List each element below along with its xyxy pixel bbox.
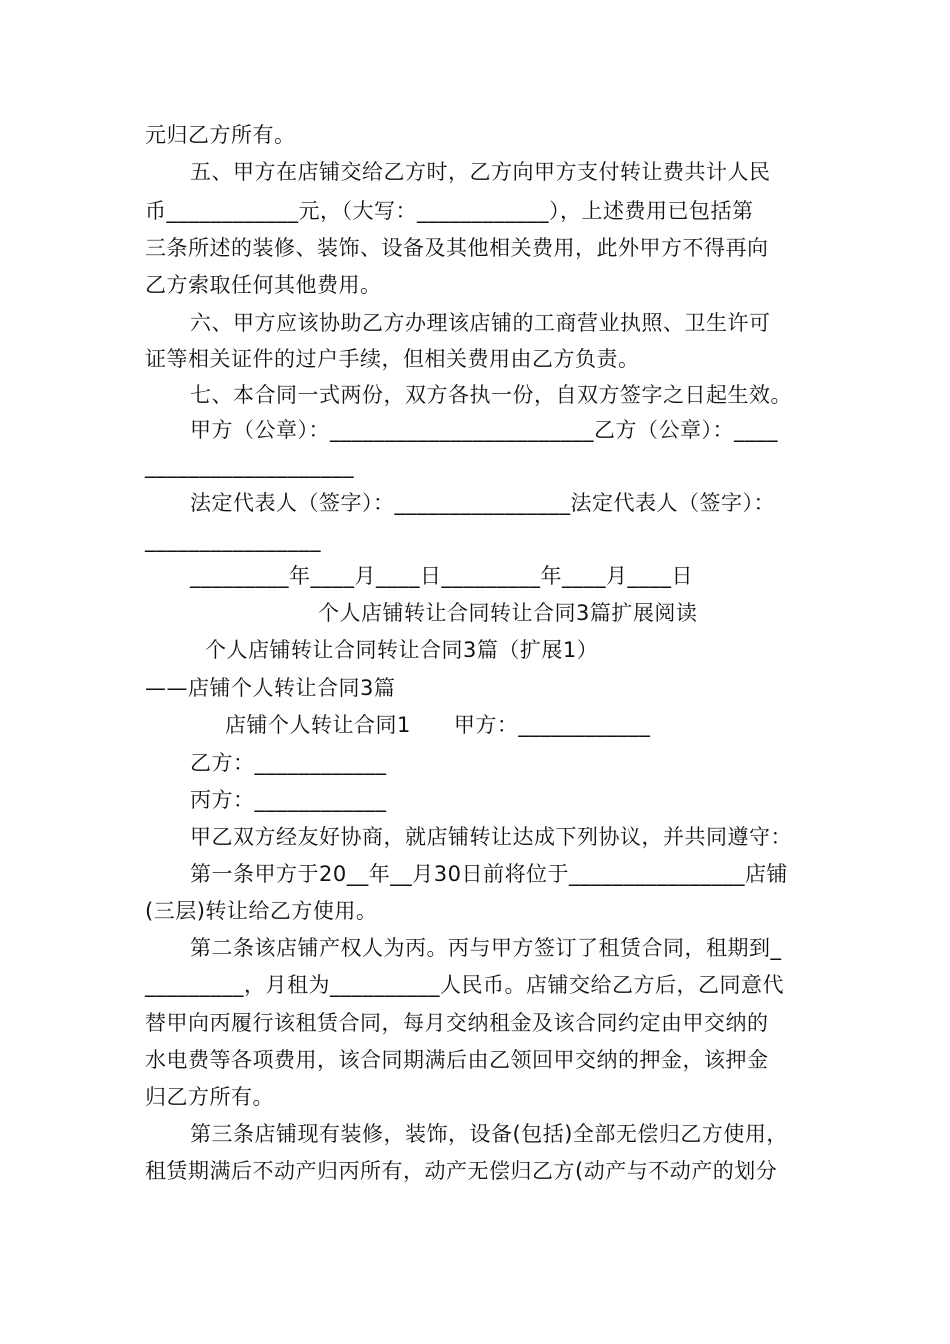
text-line: 第一条甲方于20__年__月30日前将位于________________店铺	[190, 862, 788, 886]
representative-line: 法定代表人（签字）：________________法定代表人（签字）：	[190, 491, 775, 515]
party-b-line: 乙方：____________	[190, 751, 387, 775]
subsection-title: ——店铺个人转让合同3篇	[145, 676, 396, 700]
text-line: 五、甲方在店铺交给乙方时，乙方向甲方支付转让费共计人民	[190, 160, 771, 184]
subsection-heading: 个人店铺转让合同转让合同3篇（扩展1）	[205, 638, 599, 662]
representative-line-continued: ________________	[145, 528, 321, 552]
party-c-line: 丙方：____________	[190, 788, 387, 812]
text-line: 归乙方所有。	[145, 1085, 274, 1109]
text-line: 租赁期满后不动产归丙所有，动产无偿归乙方(动产与不动产的划分	[145, 1159, 778, 1183]
signature-line-continued: ___________________	[145, 454, 354, 478]
text-line: (三层)转让给乙方使用。	[145, 899, 378, 923]
text-line: 币____________元，（大写：____________），上述费用已包括第	[145, 199, 754, 223]
text-line: _________，月租为__________人民币。店铺交给乙方后，乙同意代	[145, 973, 784, 997]
section-heading: 个人店铺转让合同转让合同3篇扩展阅读	[318, 601, 698, 625]
text-line: 替甲向丙履行该租赁合同，每月交纳租金及该合同约定由甲交纳的	[145, 1011, 769, 1035]
text-line: 水电费等各项费用，该合同期满后由乙领回甲交纳的押金，该押金	[145, 1048, 769, 1072]
text-line: 六、甲方应该协助乙方办理该店铺的工商营业执照、卫生许可	[190, 311, 771, 335]
text-line: 乙方索取任何其他费用。	[145, 273, 382, 297]
text-line: 第三条店铺现有装修，装饰，设备(包括)全部无偿归乙方使用，	[190, 1122, 788, 1146]
date-line: _________年____月____日_________年____月____日	[190, 564, 693, 588]
signature-line-party-a: 甲方（公章）：________________________乙方（公章）：____	[190, 418, 778, 442]
text-line: 元归乙方所有。	[145, 123, 296, 147]
text-line: 证等相关证件的过户手续，但相关费用由乙方负责。	[145, 347, 640, 371]
text-line: 第二条该店铺产权人为丙。丙与甲方签订了租赁合同，租期到_	[190, 936, 782, 960]
text-line: 三条所述的装修、装饰、设备及其他相关费用，此外甲方不得再向	[145, 236, 769, 260]
text-line: 七、本合同一式两份，双方各执一份，自双方签字之日起生效。	[190, 383, 792, 407]
contract-title-line: 店铺个人转让合同1 甲方：____________	[225, 713, 651, 737]
text-line: 甲乙双方经友好协商，就店铺转让达成下列协议，并共同遵守：	[190, 825, 792, 849]
